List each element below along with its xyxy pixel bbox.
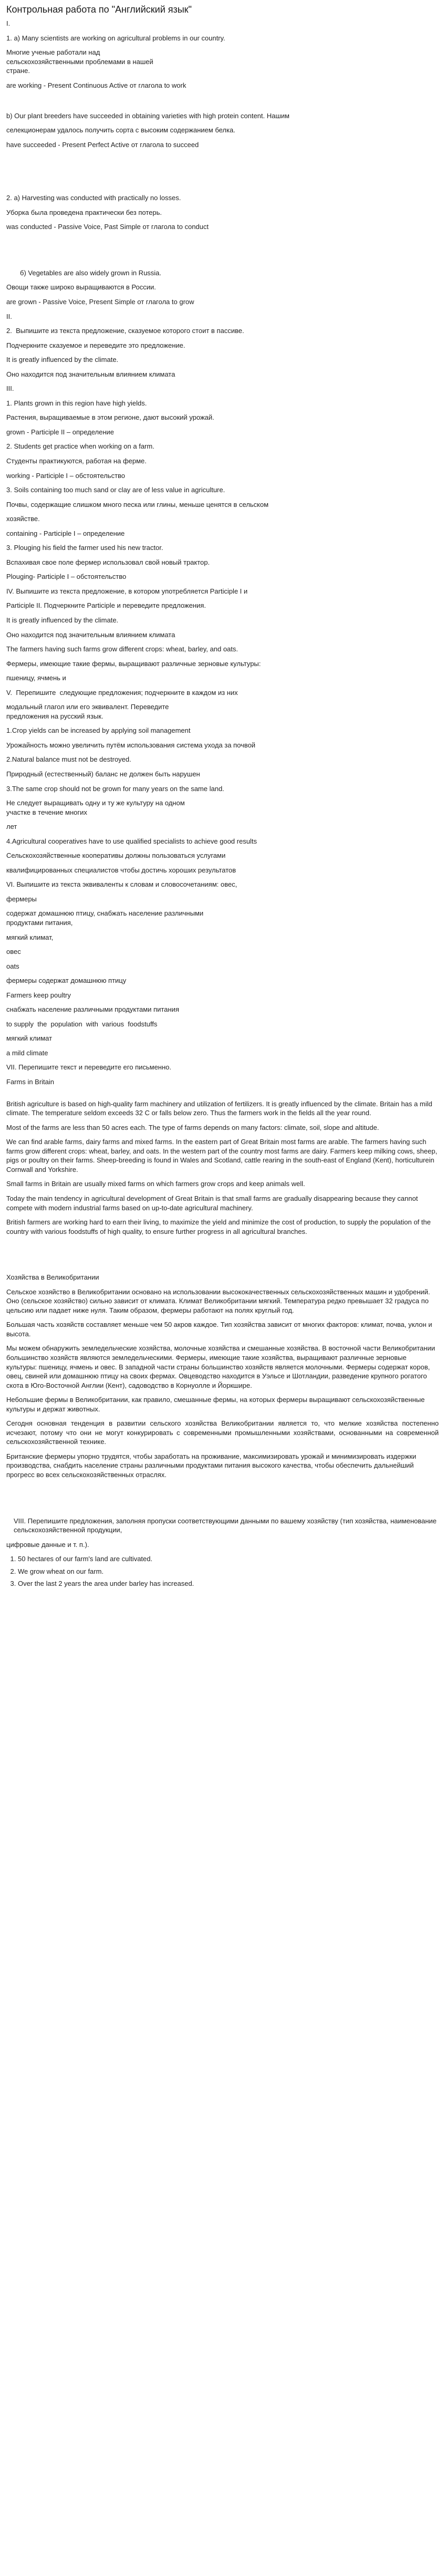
sentence-1b-ru: селекционерам удалось получить сорта с высоким содержанием белка. [6,126,235,134]
vocab-item-1: мягкий климат, [6,933,54,941]
modal-3-ru-line-3: лет [6,823,17,831]
task-5-heading-line-3: предложения на русский язык. [6,712,104,720]
task-4-sentence-1-en: It is greatly influenced by the climate. [6,616,119,624]
sentence-2b-en: б) Vegetables are also widely grown in Russia. [20,268,162,277]
modal-3-ru [6,798,439,817]
text-paragraph-4: Small farms in Britain are usually mixed farms on which farmers grow crops and keep animals well. [6,1180,305,1188]
participle-2-en: 2. Students get practice when working on a farm. [6,442,154,451]
task-6-heading-line-4: продуктами питания, [6,919,73,927]
task-8-list [6,1554,439,1588]
translation-paragraph-6: Британские фермеры упорно трудятся, чтобы заработать на проживание, максимизировать урожай и минимизировать издержки производства, снабдить население страны различными продуктами питания высокого качества, чтобы обеспечить дальнейший прогресс во всех сельскохозяйственных отраслях. [6,1452,417,1479]
task-4-heading: IV. Выпишите из текста предложение, в котором употребляется Participle I и [6,587,248,595]
sentence-2a-en: 2. a) Harvesting was conducted with practically no losses. [6,194,181,202]
section-heading-i: I. [6,19,11,28]
modal-3-ru-line-2: участке в течение многих [6,808,87,816]
task-2-sentence-en: It is greatly influenced by the climate. [6,356,119,364]
participle-3-en: 3. Soils containing too much sand or clay are of less value in agriculture. [6,486,225,494]
vocab-item-5: Farmers keep poultry [6,991,71,999]
vocab-item-9: a mild climate [6,1048,48,1057]
task-8-item-1: 1. 50 hectares of our farm's land are cultivated. [18,1554,439,1564]
participle-1-ru: Растения, выращиваемые в этом регионе, дают высокий урожай. [6,413,214,422]
sentence-2a-note: was conducted - Passive Voice, Past Simple от глагола to conduct [6,223,209,231]
sentence-1a-ru: Многие ученые работали над сельскохозяйственными проблемами в нашей стране. [6,48,156,75]
participle-4-note: Plouging- Participle I – обстоятельство [6,573,127,581]
sentence-2a-ru: Уборка была проведена практически без потерь. [6,208,162,216]
task-4-sentence-2-ru: Фермеры, имеющие такие фермы, выращивают различные зерновые культуры: [6,659,261,668]
task-4-sentence-2-en: The farmers having such farms grow different crops: wheat, barley, and oats. [6,645,239,653]
modal-2-ru: Природный (естественный) баланс не должен быть нарушен [6,770,200,778]
participle-1-note: grown - Participle II – определение [6,428,115,436]
vocab-item-2: овес [6,948,21,956]
task-8-heading: VIII. Перепишите предложения, заполняя пропуски соответствующими данными по вашему хозяйству (тип хозяйства, наименование сельскохозяйственной продукции, [14,1516,439,1534]
vocab-item-7: to supply the population with various foodstuffs [6,1020,158,1028]
modal-1-ru: Урожайность можно увеличить путём использования система ухода за почвой [6,741,256,749]
translation-paragraph-1: Сельское хозяйство в Великобритании основано на использовании высококачественных сельскохозяйственных машин и удобрений. Оно (сельское хозяйство) сильно зависит от климата. Климат Великобритании мягкий. Температура редко превышает 32 градуса по цельсию или падает ниже нуля. Таким образом, фермеры работают на полях круглый год. [6,1287,430,1314]
text-paragraph-5: Today the main tendency in agricultural development of Great Britain is that small farms are gradually disappearing because they cannot compete with modern industrial farms based on up-to-date agricultural machinery. [6,1194,418,1212]
participle-3-ru-line-1: Почвы, содержащие слишком много песка или глины, меньше ценятся в сельском [6,500,269,508]
task-2-sentence-ru: Оно находится под значительным влиянием климата [6,370,175,378]
task-5-heading: V. Перепишите следующие предложения; подчеркните в каждом из них [6,688,238,697]
task-6-heading-cont: фермеры [6,895,37,903]
sentence-1a-en: 1. a) Many scientists are working on agricultural problems in our country. [6,34,225,42]
participle-4-en: 3. Plouging his field the farmer used his new tractor. [6,544,163,552]
section-heading-ii: II. [6,312,12,320]
document-title: Контрольная работа по "Английский язык" [6,4,192,15]
modal-4-en: 4.Agricultural cooperatives have to use qualified specialists to achieve good results [6,837,257,845]
participle-2-note: working - Participle I – обстоятельство [6,471,126,480]
sentence-1a-note: are working - Present Continuous Active от глагола to work [6,81,187,90]
translation-paragraph-5: Сегодня основная тенденция в развитии сельского хозяйства Великобритании является то, что мелкие хозяйства постепенно исчезают, потому что они не могут конкурировать с современными промышленными хозяйствами, основанными на современной сельскохозяйственной технике. [6,1419,439,1446]
section-heading-iii: III. [6,385,14,393]
modal-3-ru-line-1: Не следует выращивать одну и ту же культуру на одном [6,799,185,807]
modal-3-en: 3.The same crop should not be grown for many years on the same land. [6,784,224,793]
task-4-sentence-1-ru: Оно находится под значительным влиянием климата [6,630,175,639]
participle-3-ru-line-2: хозяйстве. [6,515,40,523]
task-8-item-3: 3. Over the last 2 years the area under barley has increased. [18,1579,439,1588]
task-2-heading: 2. Выпишите из текста предложение, сказуемое которого стоит в пассиве. [6,327,244,335]
participle-4-ru: Вспахивая свое поле фермер использовал свой новый трактор. [6,558,210,566]
task-8-item-2: 2. We grow wheat on our farm. [18,1567,439,1576]
text-paragraph-1: British agriculture is based on high-quality farm machinery and utilization of fertilizers. It is greatly influenced by the climate. Britain has a mild climate. The temperature seldom exceeds 32 C or falls below zero. Thus the farmers work in the fields all the year round. [6,1099,432,1117]
sentence-1b-en: b) Our plant breeders have succeeded in obtaining varieties with high protein content. Нашим [6,111,289,120]
participle-3-note: containing - Participle I – определение [6,529,125,537]
vocab-item-4: фермеры содержат домашнюю птицу [6,977,127,985]
vocab-item-8: мягкий климат [6,1034,53,1043]
translation-title: Хозяйства в Великобритании [6,1273,99,1282]
task-5-heading-cont [6,702,439,721]
modal-2-en: 2.Natural balance must not be destroyed. [6,755,131,764]
vocab-item-3: oats [6,962,19,970]
task-5-heading-line-2: модальный глагол или его эквивалент. Переведите [6,703,169,711]
task-8-heading-cont: цифровые данные и т. п.). [6,1540,89,1549]
participle-3-ru [6,500,439,510]
text-title: Farms in Britain [6,1078,55,1086]
sentence-2b-note: are grown - Passive Voice, Present Simple от глагола to grow [6,297,194,306]
sentence-2b-ru: Овощи также широко выращиваются в России. [6,283,156,292]
task-6-heading: VI. Выпишите из текста эквиваленты к словам и словосочетаниям: овес, [6,880,237,889]
vocab-item-6: снабжать население различными продуктами питания [6,1005,179,1014]
task-6-heading-cont-2 [6,909,439,927]
task-7-heading: VII. Перепишите текст и переведите его письменно. [6,1063,172,1072]
sentence-1b-note: have succeeded - Present Perfect Active от глагола to succeed [6,140,199,149]
participle-1-en: 1. Plants grown in this region have high yields. [6,399,147,407]
text-paragraph-6: British farmers are working hard to earn their living, to maximize the yield and minimize the cost of production, to supply the population of the country with various foodstuffs of high quality, to ensure further progress in all agricultural branches. [6,1218,431,1235]
modal-1-en: 1.Crop yields can be increased by applying soil management [6,726,191,735]
modal-4-ru: Сельскохозяйственные кооперативы должны пользоваться услугами [6,851,226,860]
translation-paragraph-3: Мы можем обнаружить земледельческие хозяйства, молочные хозяйства и смешанные хозяйства. В восточной части Великобритании большинство хозяйств являются земледельческими. Фермеры, имеющие такие хозяйства, выращивают различные зерновые культуры: пшеницу, ячмень и овес. В западной части страны большинство хозяйств является молочными. Фермеры содержат коров, овец, свиней или домашнюю птицу на своих фермах. Овцеводство находится в Уэльсе и Шотландии, разведение крупного рогатого скота в Юго-Восточной Англии (Кент), садоводство в Корнуолле и Йоркшире. [6,1344,435,1389]
text-paragraph-3: We can find arable farms, dairy farms and mixed farms. In the eastern part of Great Britain most farms are arable. The farmers having such farms grow different crops: wheat, barley, and oats. In the western part of the country most farms are dairy. Farmers keep milking cows, sheep, pigs or poultry on their farms. Sheep-breeding is found in Wales and Scotland, cattle rearing in the south-east of England (Kent), horticulturein Cornwall and Yorkshire. [6,1138,438,1173]
task-2-subheading: Подчеркните сказуемое и переведите это предложение. [6,341,185,349]
task-4-heading-cont: Participle II. Подчеркните Participle и переведите предложения. [6,601,206,610]
participle-2-ru: Студенты практикуются, работая на ферме. [6,456,147,465]
translation-paragraph-2: Большая часть хозяйств составляет меньше чем 50 акров каждое. Тип хозяйства зависит от многих факторов: климат, почва, уклон и высота. [6,1321,432,1338]
modal-4-ru-cont: квалифицированных специалистов чтобы достичь хороших результатов [6,866,236,874]
text-paragraph-2: Most of the farms are less than 50 acres each. The type of farms depends on many factors: climate, soil, slope and altitude. [6,1123,379,1131]
task-4-sentence-2-ru-cont: пшеницу, ячмень и [6,674,66,682]
translation-paragraph-4: Небольшие фермы в Великобритании, как правило, смешанные фермы, на которых фермеры выращивают сельскохозяйственные культуры и держат животных. [6,1396,425,1413]
task-6-heading-line-3: содержат домашнюю птицу, снабжать население различными [6,909,204,918]
